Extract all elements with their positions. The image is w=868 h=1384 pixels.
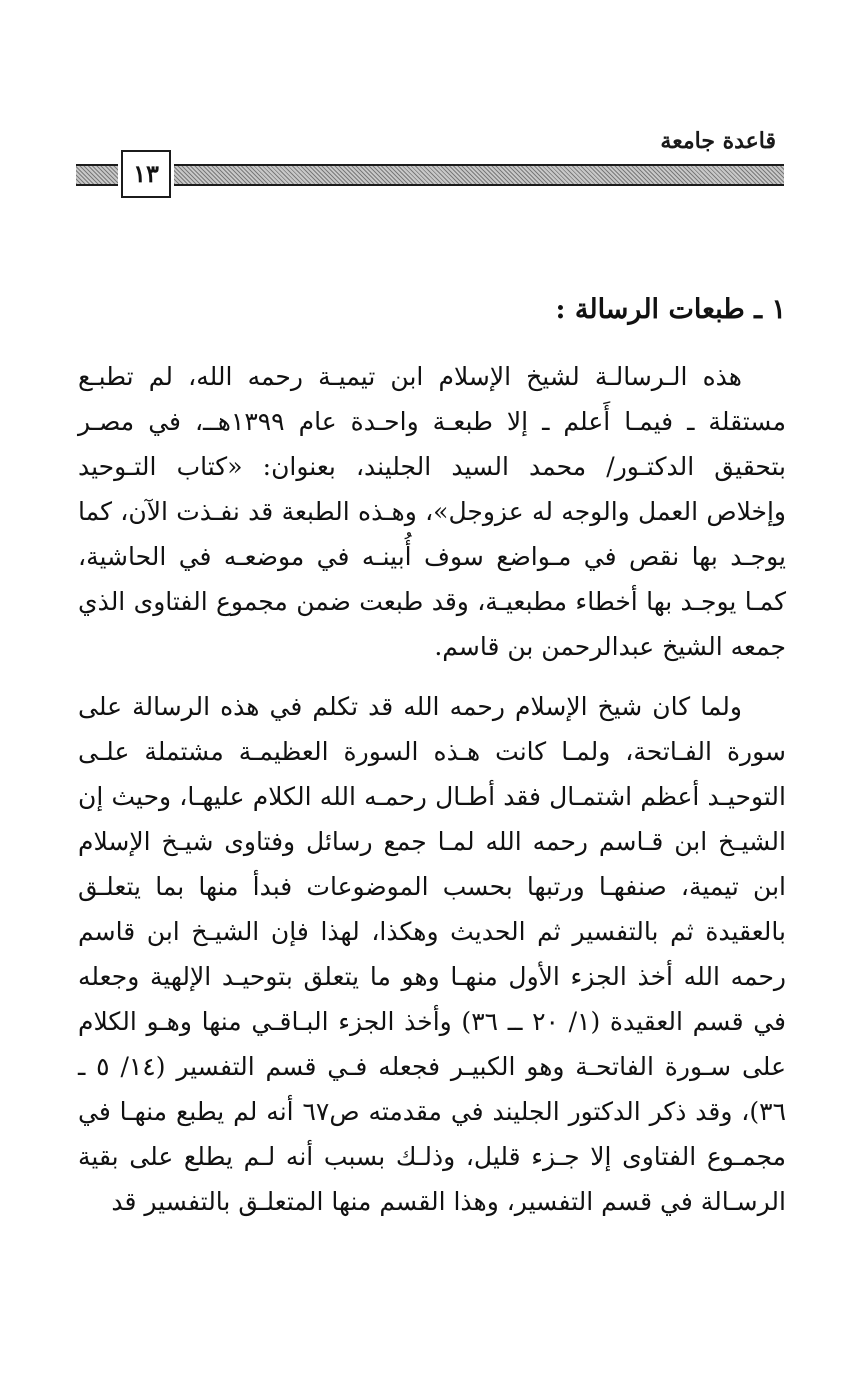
- paragraph: ولما كان شيخ الإسلام رحمه الله قد تكلم في هذه الرسالة على سورة الفـاتحة، ولمـا كانت هـذه السورة العظيمـة مشتملة علـى التوحيـد أعظم اشتمـال فقد أطـال رحمـه الله الكلام عليهـا، وحيث إن الشيـخ ابن قـاسم رحمه الله لمـا جمع رسائل وفتاوى شيـخ الإسلام ابن تيمية، صنفهـا ورتبها بحسب الموضوعات فبدأ منها بما يتعلـق بالعقيدة ثم بالتفسير ثم الحديث وهكذا، لهذا فإن الشيـخ ابن قاسم رحمه الله أخذ الجزء الأول منهـا وهو ما يتعلق بتوحيـد الإلهية وجعله في قسم العقيدة (١/ ٢٠ ــ ٣٦) وأخذ الجزء البـاقـي منها وهـو الكلام على سـورة الفاتحـة وهو الكبيـر فجعله فـي قسم التفسير (١٤/ ٥ ـ ٣٦)، وقد ذكر الدكتور الجليند في مقدمته ص٦٧ أنه لم يطبع منهـا في مجمـوع الفتاوى إلا جـزء قليل، وذلـك بسبب أنه لـم يطلع على بقية الرسـالة في قسم التفسير، وهذا القسم منها المتعلـق بالتفسير قد: [78, 692, 786, 1216]
- header-rule-end: [76, 164, 118, 186]
- page-number: ١٣: [121, 150, 171, 198]
- header-rule: [174, 164, 784, 186]
- paragraph: هذه الـرسالـة لشيخ الإسلام ابن تيميـة رحمه الله، لم تطبـع مستقلة ـ فيمـا أَعلم ـ إلا طبعـة واحـدة عام ١٣٩٩هــ، في مصـر بتحقيق الدكتـور/ محمد السيد الجليند، بعنوان: «كتاب التـوحيد وإخلاص العمل والوجه له عزوجل»، وهـذه الطبعة قد نفـذت الآن، كما يوجـد بها نقص في مـواضع سوف أُبينـه في موضعـه في الحاشية، كمـا يوجـد بها أخطاء مطبعيـة، وقد طبعت ضمن مجموع الفتاوى الذي جمعه الشيخ عبدالرحمن بن قاسم.: [78, 362, 786, 661]
- section-heading: ١ ـ طبعات الرسالة :: [555, 294, 786, 325]
- running-title: قاعدة جامعة: [660, 128, 776, 154]
